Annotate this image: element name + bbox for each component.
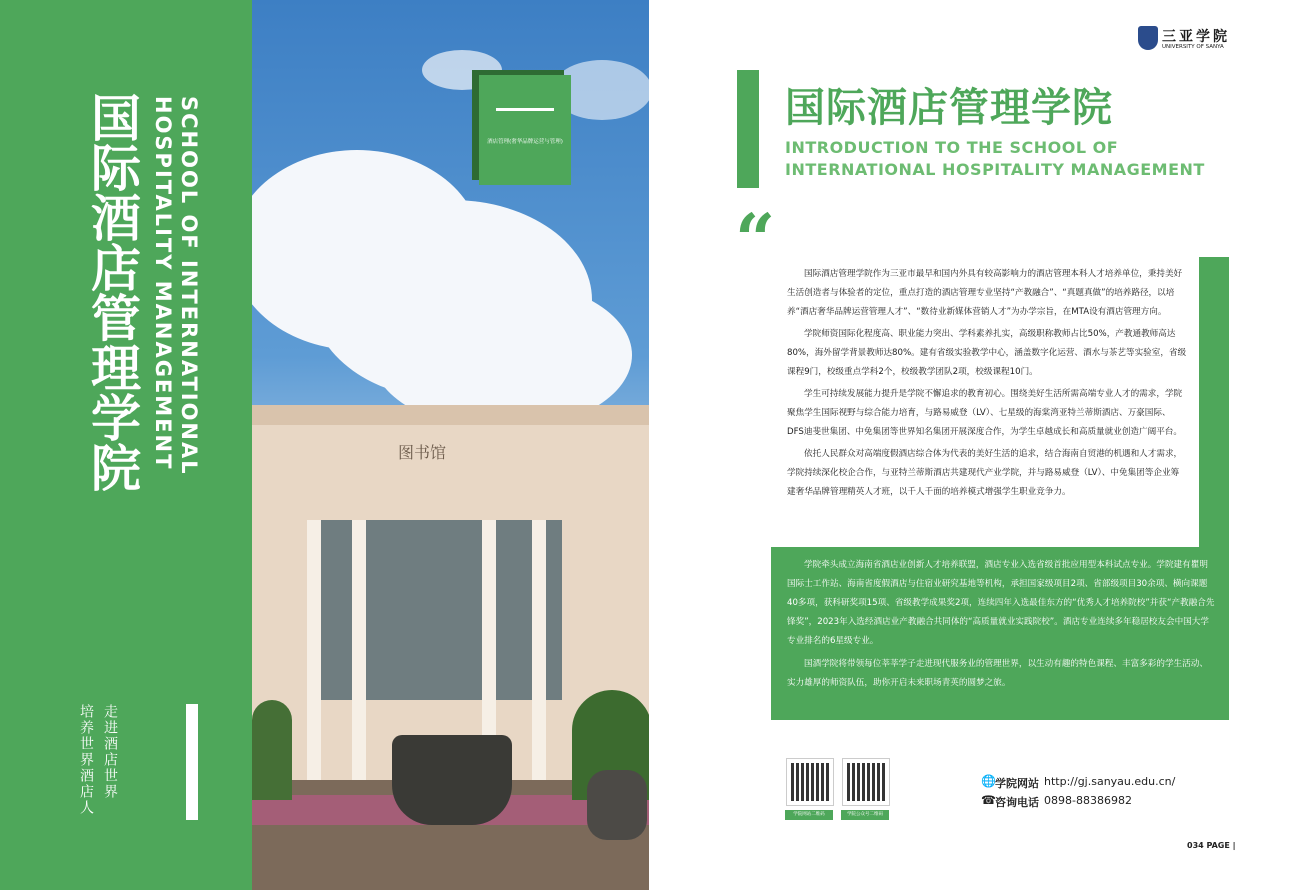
- major-tag: [479, 75, 571, 185]
- building-plaque: 图书馆: [397, 443, 446, 462]
- shield-icon: [1138, 26, 1158, 50]
- intro-paragraph: 国际酒店管理学院作为三亚市最早和国内外具有较高影响力的酒店管理本科人才培养单位，秉持美好生活创造者与体验者的定位，重点打造的酒店管理专业坚持“产教融合”、“真题真做”的培养路径，以培养“酒店奢华品牌运营管理人才”、“数待业新媒体营销人才”为办学宗旨，在MTA设有酒店管理方向。: [787, 269, 1183, 317]
- building-roof: [252, 405, 649, 425]
- intro-text: [787, 265, 1187, 505]
- glass-facade: [312, 520, 562, 700]
- globe-icon: 🌐: [981, 774, 996, 788]
- intro-paragraph: 学生可持续发展能力提升是学院不懈追求的教育初心。围绕美好生活所需高端专业人才的需求，学院聚焦学生国际视野与综合能力培育，与路易威登（LV）、七星级的海棠湾亚特兰蒂斯酒店、万豪国际、DFS迪斐世集团、中免集团等世界知名集团开展深度合作，为学生卓越成长和高质量就业创造广阔平台。: [787, 389, 1183, 437]
- decorative-white-bar: [186, 704, 198, 820]
- tag-line: [496, 108, 554, 111]
- website-label: 学院网站: [995, 777, 1039, 790]
- qr-label-wechat: 学院公众号二维码: [841, 810, 889, 820]
- intro-paragraph: 依托人民群众对高端度假酒店综合体为代表的美好生活的追求，结合海南自贸港的机遇和人才需求，学院持续深化校企合作，与亚特兰蒂斯酒店共建现代产业学院，并与路易威登（LV）、中免集团等企业筹建奢华品牌管理精英人才班，以千人千面的培养模式增强学生职业竞争力。: [787, 449, 1183, 497]
- highlight-paragraph: 国酒学院将带领每位莘莘学子走进现代服务业的管理世界，以生动有趣的特色课程、丰富多彩的学生活动、实力雄厚的师资队伍，助你开启未来职场青英的圆梦之旅。: [787, 659, 1208, 688]
- vertical-title-cn: 国际酒店管理学院: [83, 92, 141, 492]
- column: [532, 520, 546, 780]
- page-number: 034 PAGE |: [1187, 841, 1236, 850]
- major-tag-text: 酒店管理(奢华品牌运营与管理): [487, 139, 563, 145]
- palm-tree: [252, 700, 292, 800]
- elephant-statue: [587, 770, 647, 840]
- right-accent-bar: [1199, 257, 1229, 547]
- qr-code-wechat: [842, 758, 890, 806]
- highlight-text: [787, 556, 1215, 697]
- website-link[interactable]: http://gj.sanyau.edu.cn/: [1044, 775, 1176, 788]
- phone-icon: ☎: [981, 793, 996, 807]
- quote-mark-icon: “: [735, 198, 776, 281]
- campus-photo: [252, 0, 649, 890]
- vertical-title-en: SCHOOL OF INTERNATIONAL HOSPITALITY MANAGEMENT: [151, 96, 201, 476]
- slogan-2: 培养世界酒店人: [78, 704, 94, 816]
- intro-paragraph: 学院师资国际化程度高、职业能力突出、学科素养扎实，高级职称教师占比50%，产教通教师高达80%，海外留学背景教师达80%。建有省级实验教学中心，涵盖数字化运营、酒水与茶艺等实验室，省级课程9门，校级重点学科2个，校级教学团队2项，校级课程10门。: [787, 329, 1187, 377]
- bronze-urn: [392, 735, 512, 825]
- logo-name-cn: 三亚学院: [1162, 29, 1230, 45]
- highlight-paragraph: 学院牵头成立海南省酒店业创新人才培养联盟，酒店专业入选省级首批应用型本科试点专业。学院建有瞿明国际士工作站、海南省度假酒店与住宿业研究基地等机构，承担国家级项目2项、省部级项目30余项、横向课题40多项，获科研奖项15项、省级教学成果奖2项，连续四年入选最佳东方的“优秀人才培养院校”并获“产教融合先锋奖”，2023年入选经酒店业产教融合共同体的“高质量就业实践院校”。酒店专业连续多年稳居校友会中国大学专业排名的6星级专业。: [787, 560, 1215, 646]
- phone-label: 咨询电话: [995, 796, 1039, 809]
- page-title: 国际酒店管理学院: [785, 85, 1113, 131]
- column: [352, 520, 366, 780]
- phone-number: 0898-88386982: [1044, 794, 1132, 807]
- page-subtitle-line2: INTERNATIONAL HOSPITALITY MANAGEMENT: [785, 160, 1205, 179]
- qr-label-website: 学院网站二维码: [785, 810, 833, 820]
- logo-name-en: UNIVERSITY OF SANYA: [1162, 44, 1224, 50]
- page-subtitle-line1: INTRODUCTION TO THE SCHOOL OF: [785, 138, 1119, 157]
- column: [307, 520, 321, 780]
- title-accent-bar: [737, 70, 759, 188]
- university-logo: [1138, 26, 1233, 54]
- qr-code-website: [786, 758, 834, 806]
- slogan-1: 走进酒店世界: [102, 704, 118, 800]
